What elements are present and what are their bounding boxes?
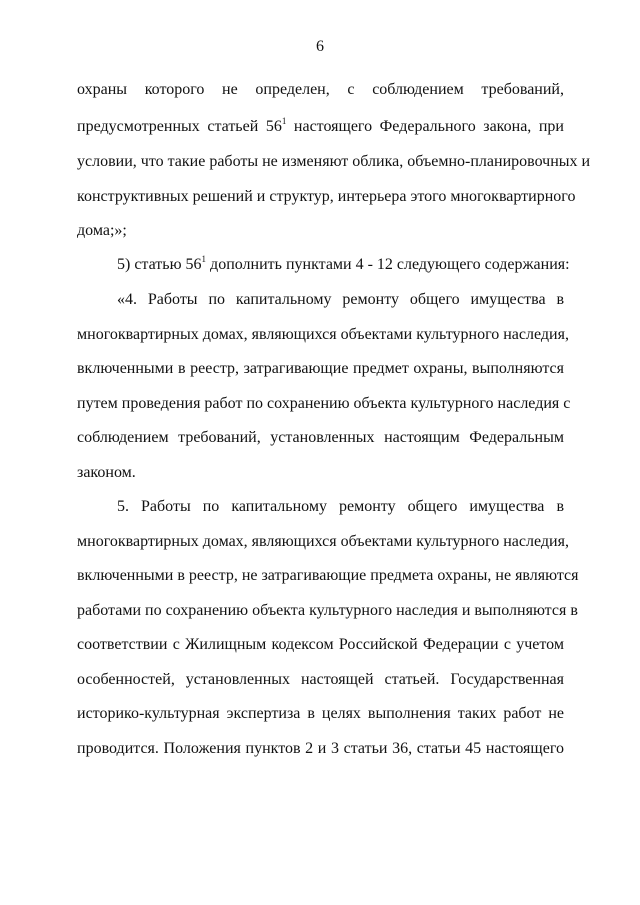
text-line-9: включенными в реестр, затрагивающие предмет охраны, выполняются (77, 360, 564, 377)
page-number: 6 (316, 38, 324, 55)
text-segment: дополнить пунктами 4 - 12 следующего содержания: (206, 256, 570, 273)
text-line-17: соответствии с Жилищным кодексом Российской Федерации с учетом (77, 636, 564, 653)
text-line-15: включенными в реестр, не затрагивающие предмета охраны, не являются (77, 567, 579, 584)
text-line-13: 5. Работы по капитальному ремонту общего имущества в (117, 498, 564, 515)
text-line-14: многоквартирных домах, являющихся объектами культурного наследия, (77, 533, 569, 550)
text-line-8: многоквартирных домах, являющихся объектами культурного наследия, (77, 326, 569, 343)
text-line-5: дома;»; (77, 222, 127, 239)
text-line-12: законом. (77, 464, 136, 481)
text-line-11: соблюдением требований, установленных настоящим Федеральным (77, 429, 564, 446)
text-line-7: «4. Работы по капитальному ремонту общего имущества в (117, 291, 564, 308)
text-segment: предусмотренных статьей 56 (77, 118, 282, 135)
text-line-10: путем проведения работ по сохранению объекта культурного наследия с (77, 395, 571, 412)
text-line-19: историко-культурная экспертиза в целях выполнения таких работ не (77, 705, 564, 722)
text-line-18: особенностей, установленных настоящей статьей. Государственная (77, 671, 564, 688)
text-line-4: конструктивных решений и структур, интерьера этого многоквартирного (77, 188, 576, 205)
text-segment: настоящего Федерального закона, при (286, 118, 564, 135)
text-line-2 (77, 117, 564, 137)
text-line-16: работами по сохранению объекта культурного наследия и выполняются в (77, 602, 578, 619)
text-line-3: условии, что такие работы не изменяют облика, объемно-планировочных и (77, 153, 591, 170)
superscript: 1 (281, 116, 287, 126)
text-line-6 (117, 254, 570, 275)
text-segment: 5) статью 56 (117, 256, 202, 273)
text-line-20: проводится. Положения пунктов 2 и 3 статьи 36, статьи 45 настоящего (77, 740, 564, 757)
text-line-1: охраны которого не определен, с соблюдением требований, (77, 81, 564, 98)
superscript: 1 (201, 254, 207, 264)
